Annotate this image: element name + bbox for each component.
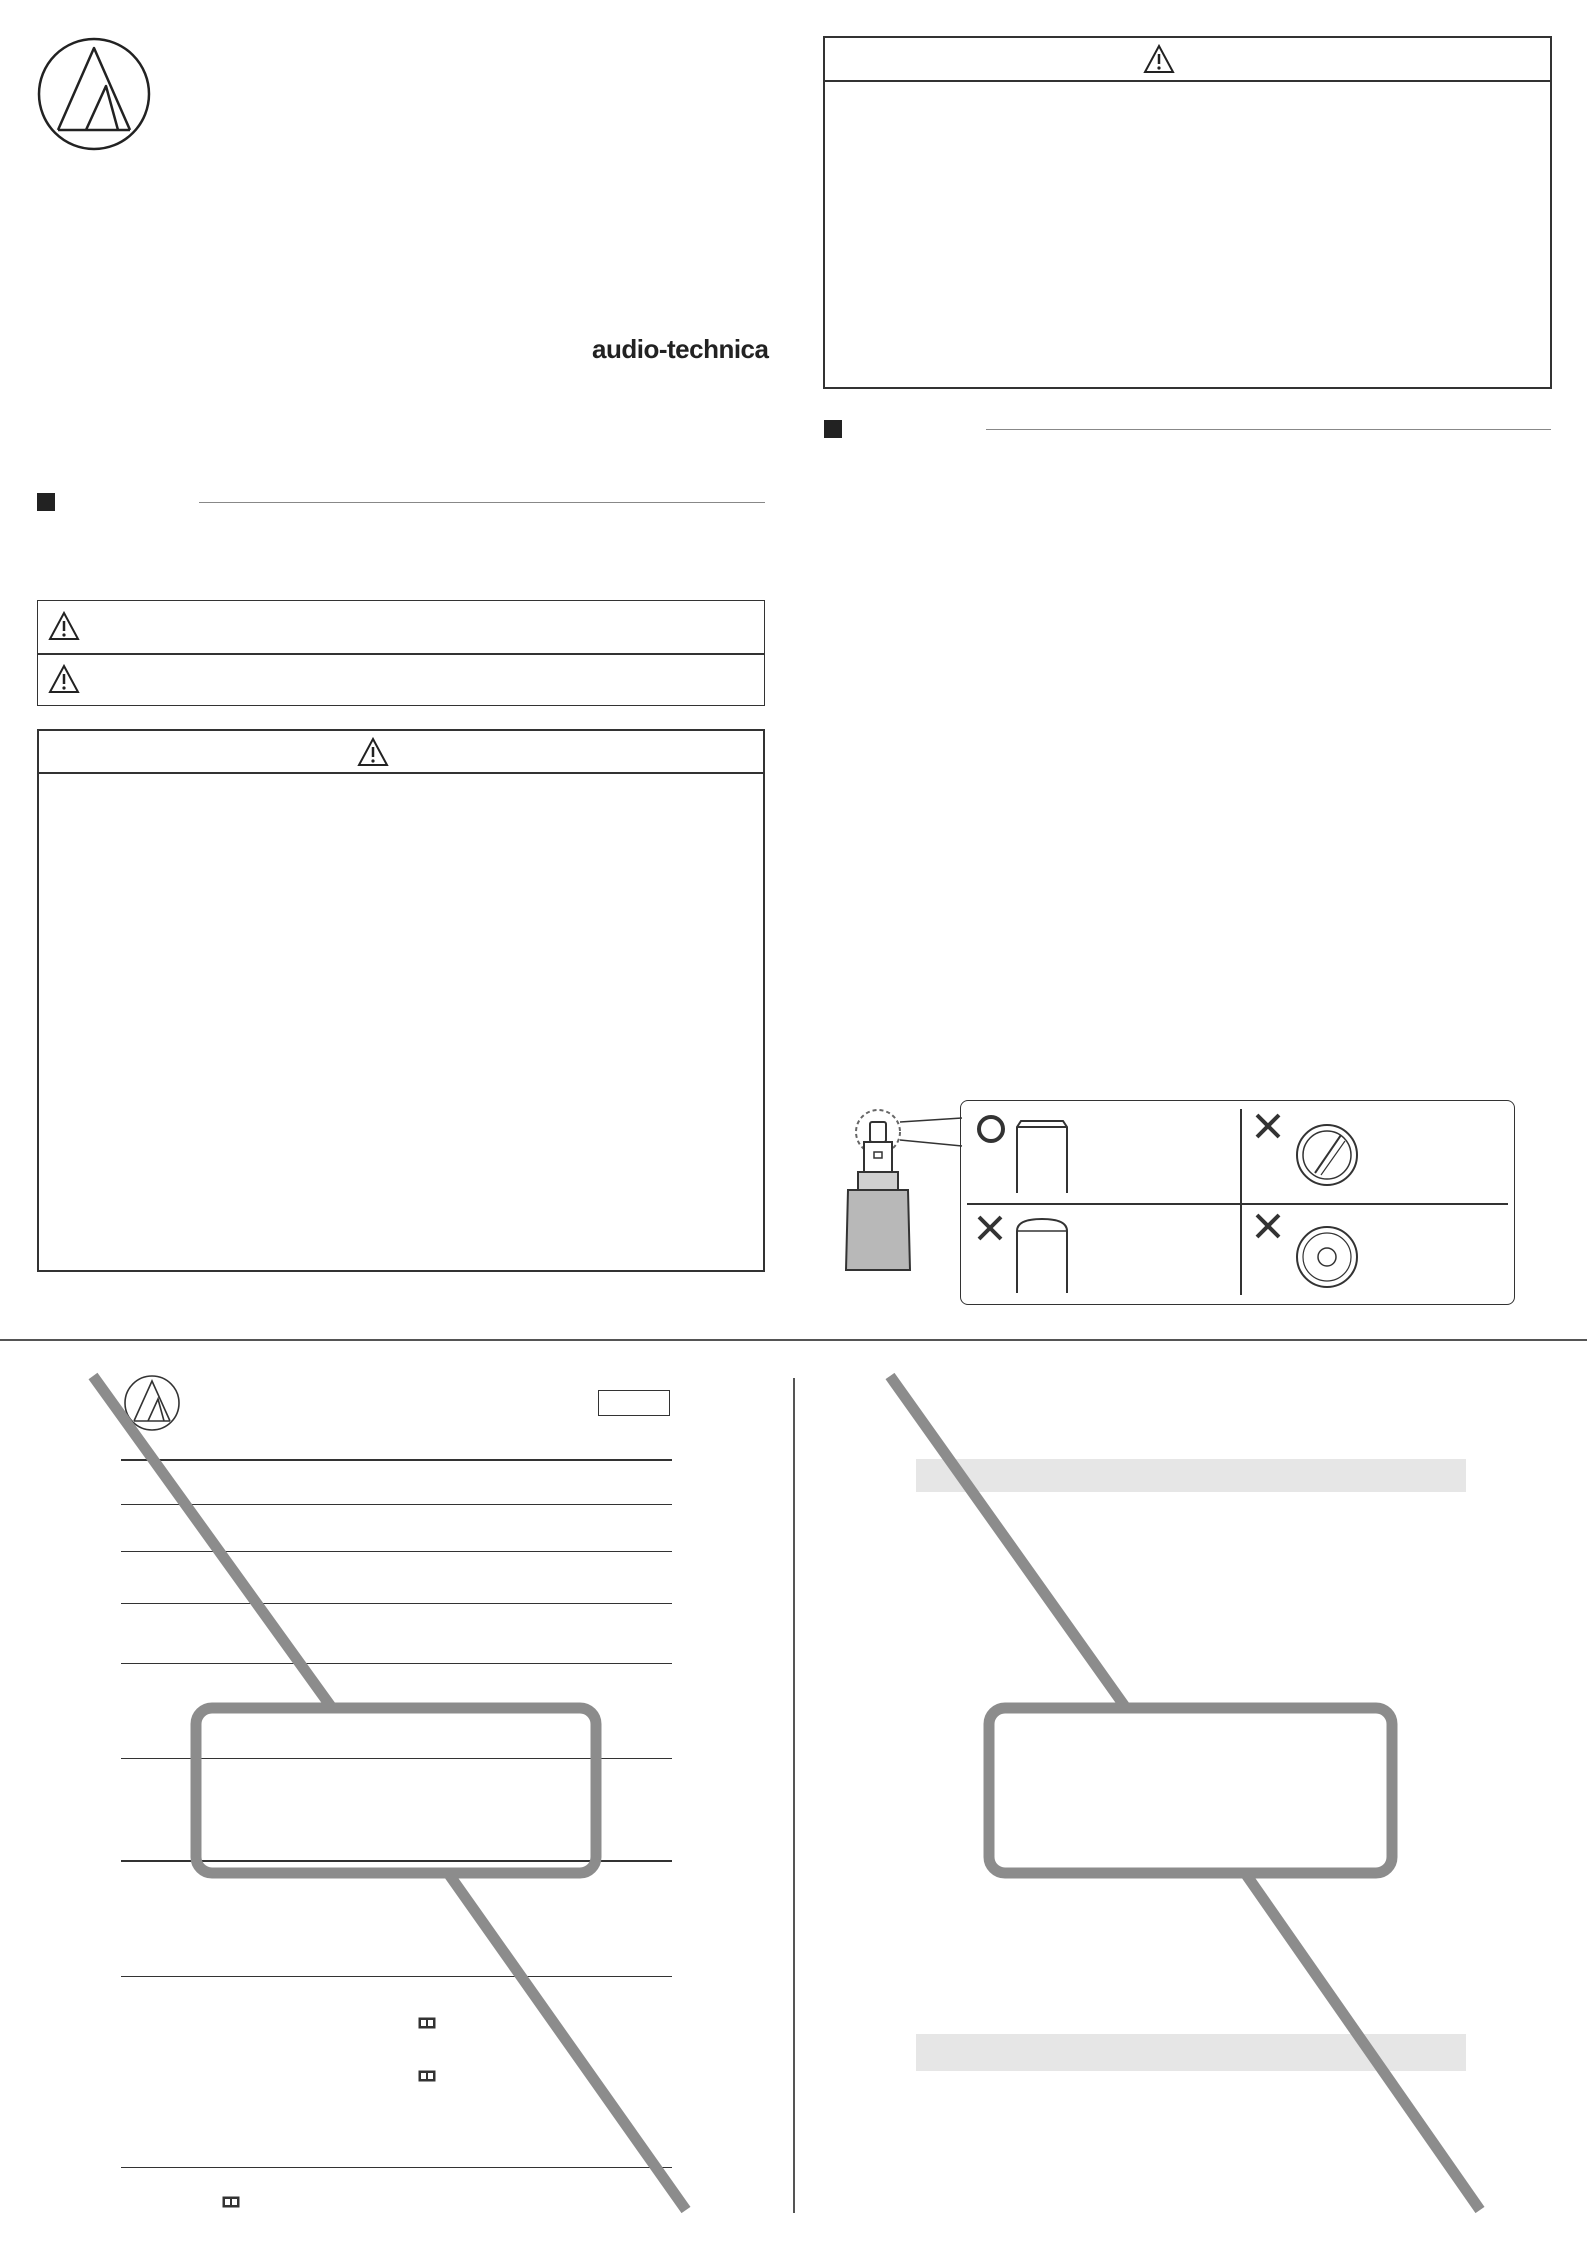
warning-box-left [37,729,765,1272]
warning-box-header-rule [825,80,1550,82]
warning-triangle-icon [357,737,389,767]
circle-mark-icon [979,1117,1003,1141]
warning-triangle-icon [1143,44,1175,74]
notice-table [37,600,765,706]
brand-wordmark: audio-technica [592,334,769,364]
cancel-strike-overlay [0,1340,1587,2245]
panel-divider-horizontal [967,1203,1508,1205]
plug-illustration [838,1100,968,1275]
section-rule [986,429,1551,430]
section-rule [199,502,765,503]
notice-divider [38,653,764,655]
warning-box-header-rule [39,772,763,774]
section-marker [824,420,842,438]
panel-divider-vertical [1240,1109,1242,1295]
plug-tip-rounded [975,1213,1095,1293]
warning-triangle-icon [48,611,80,641]
warning-box-right [823,36,1552,389]
warning-triangle-icon [48,664,80,694]
section-marker [37,493,55,511]
plug-end-flat [1253,1211,1393,1291]
audio-technica-logo-icon [36,36,152,152]
plug-inspection-panel [960,1100,1515,1305]
plug-tip-correct [975,1113,1095,1193]
plug-end-worn [1253,1111,1393,1191]
